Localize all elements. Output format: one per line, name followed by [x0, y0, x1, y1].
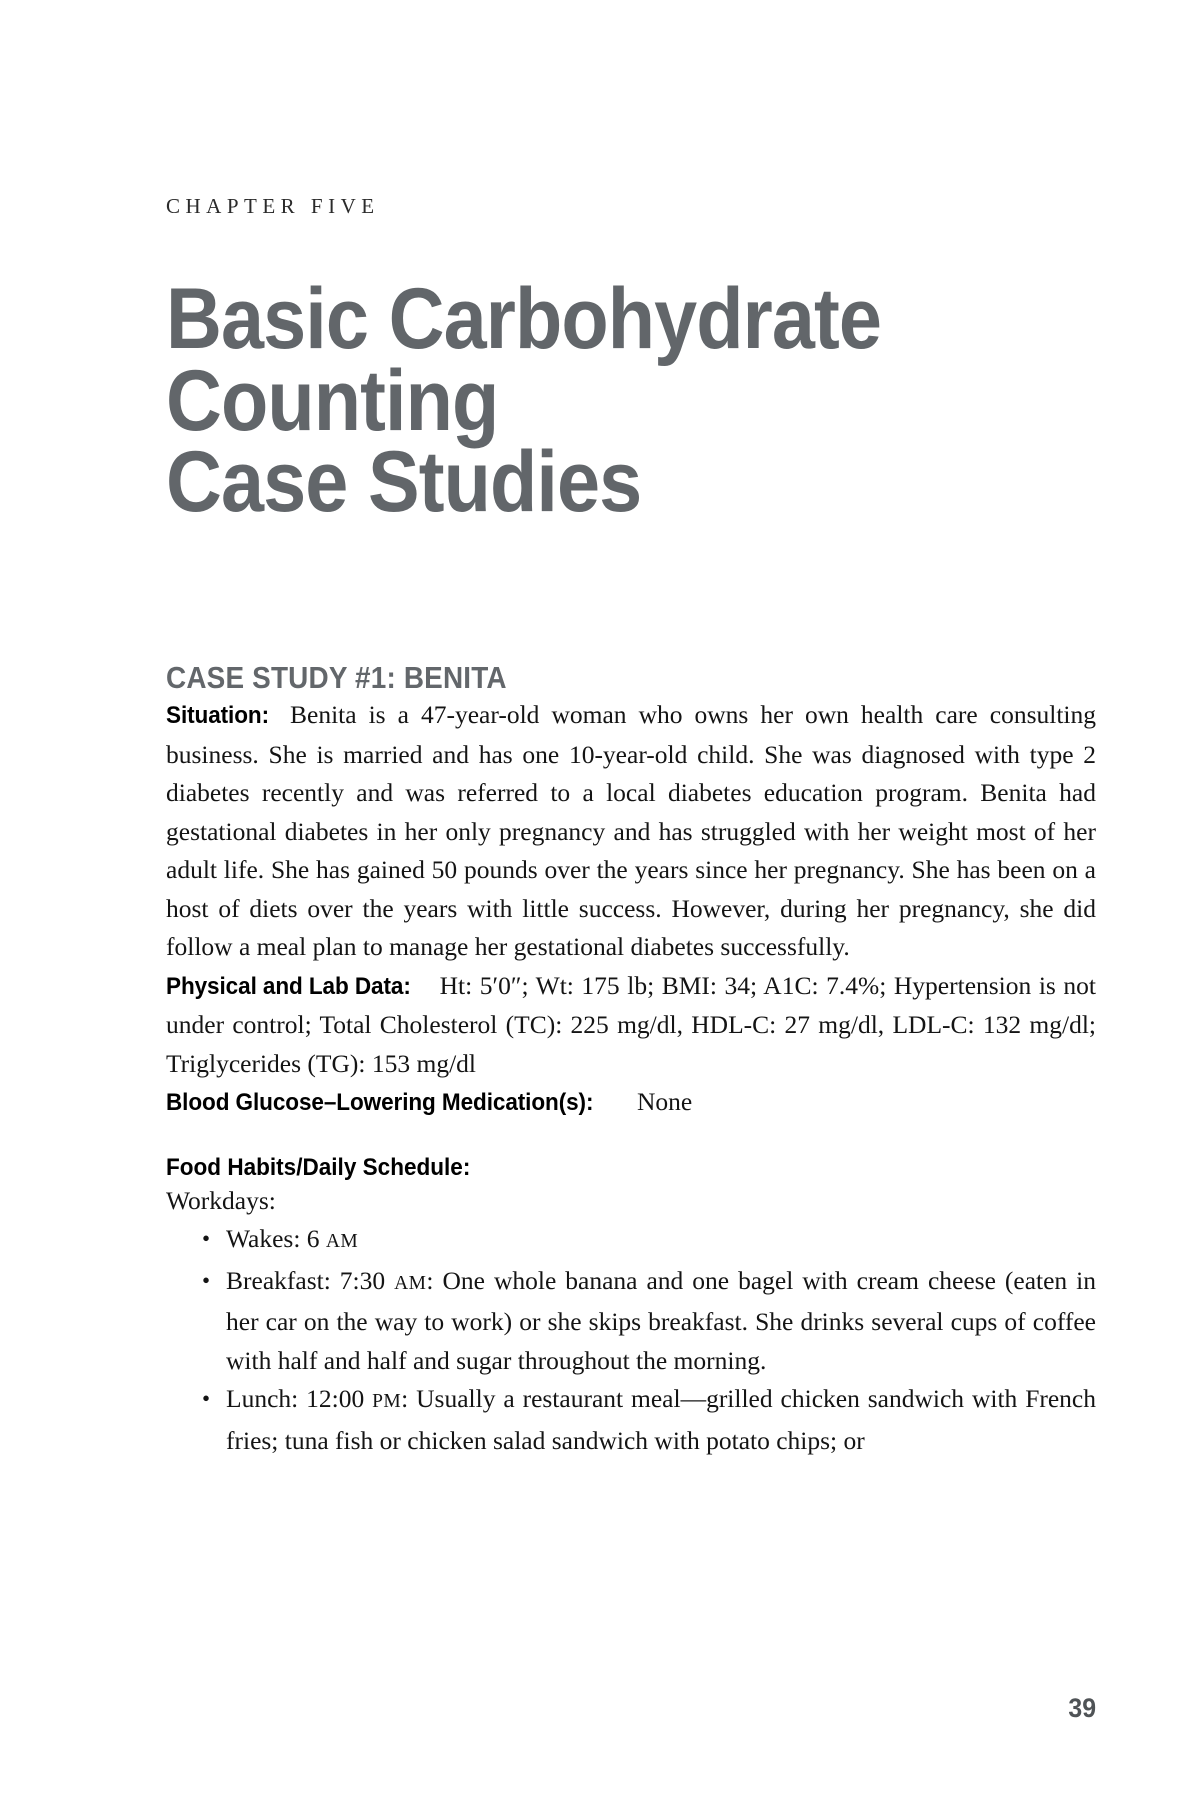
page-title-line-2: Counting [166, 352, 499, 449]
medication-paragraph [166, 1083, 1096, 1123]
food-habits-list [166, 1220, 1096, 1460]
situation-text: Benita is a 47-year-old woman who owns her own health care consulting business. She is married and has one 10-year-old child. She was diagnosed with type 2 diabetes recently and was referred to a local diabetes education program. Benita had gestational diabetes in her only pregnancy and has struggled with her weight most of her adult life. She has gained 50 pounds over the years since her pregnancy. She has been on a host of diets over the years with little success. However, during her pregnancy, she did follow a meal plan to manage her gestational diabetes successfully. [166, 700, 1096, 962]
list-item-pre: Wakes: 6 [226, 1224, 326, 1254]
chapter-label: CHAPTER FIVE [166, 194, 380, 218]
page-number: 39 [1068, 1693, 1096, 1723]
page-content-column [166, 0, 1096, 1460]
list-item-meridiem: AM [325, 1231, 359, 1253]
lab-data-text: Ht: 5′0″; Wt: 175 lb; BMI: 34; A1C: 7.4%; Hypertension is not under control; Total Cholesterol (TC): 225 mg/dl, HDL-C: 27 mg/dl, LDL-C: 132 mg/dl; Triglycerides (TG): 153 mg/dl [166, 970, 1096, 1078]
list-item-post: : Usually a restaurant meal—grilled chicken sandwich with French fries; tuna fish or chicken salad sandwich with potato chips; or [226, 1384, 1096, 1455]
list-item-post: : One whole banana and one bagel with cream cheese (eaten in her car on the way to work) or she skips breakfast. She drinks several cups of coffee with half and half and sugar throughout the morning. [226, 1265, 1097, 1375]
list-item-meridiem: AM [394, 1272, 427, 1294]
lab-data-label: Physical and Lab Data: [166, 972, 411, 1000]
list-item [166, 1220, 1096, 1262]
medication-text: None [630, 1087, 693, 1117]
list-item-pre: Breakfast: 7:30 [226, 1265, 395, 1295]
list-item [166, 1262, 1096, 1381]
food-habits-subheading: Workdays: [166, 1185, 276, 1215]
page-title-line-3: Case Studies [166, 434, 642, 531]
food-habits-heading-text: Food Habits/Daily Schedule: [166, 1153, 471, 1181]
section-heading-case-study-1: CASE STUDY #1: BENITA [166, 660, 507, 696]
medication-label: Blood Glucose–Lowering Medication(s): [166, 1089, 594, 1117]
page-title-line-1: Basic Carbohydrate [166, 271, 882, 367]
lab-data-paragraph [166, 967, 1096, 1084]
food-habits-block [166, 1154, 1096, 1461]
list-item-meridiem: PM [372, 1391, 402, 1413]
list-item-pre: Lunch: 12:00 [226, 1384, 373, 1414]
food-habits-heading [166, 1154, 1096, 1182]
situation-label: Situation: [166, 702, 270, 730]
situation-paragraph [166, 696, 1096, 967]
page-title [166, 271, 1003, 531]
list-item [166, 1380, 1096, 1460]
